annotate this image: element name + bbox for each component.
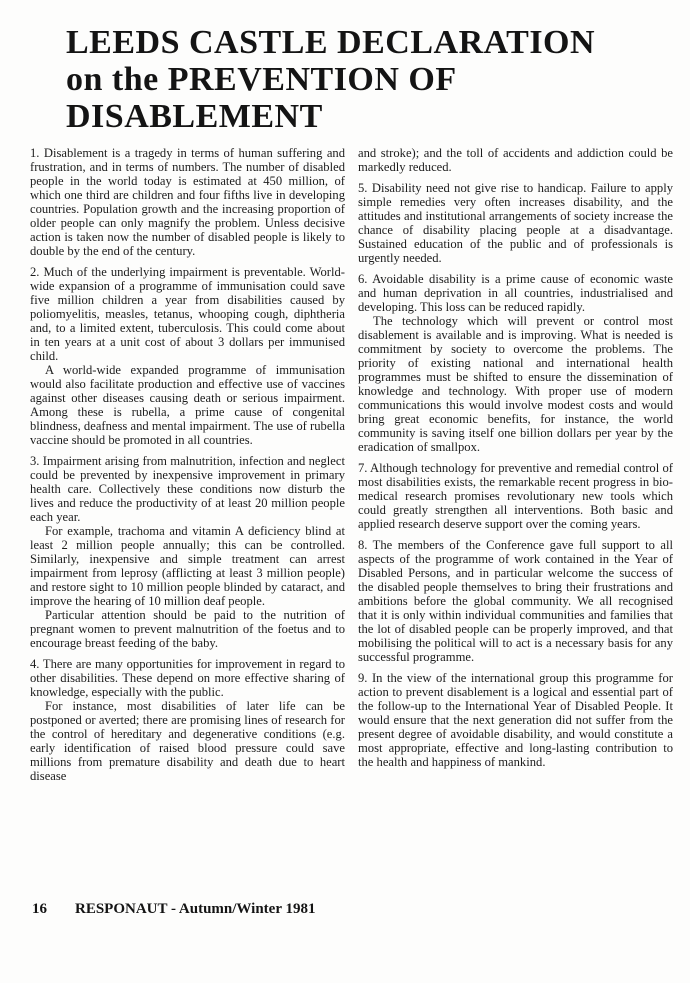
paragraph-2-continued: A world-wide expanded programme of immunisation would also facilitate production and effective use of vaccines against other diseases causing death or serious impairment. Among these is rubella, a prime cause of congenital blindness, deafness and mental impairment. The use of rubella vaccine should be promoted in all countries.: [30, 363, 345, 447]
paragraph-3: 3. Impairment arising from malnutrition, infection and neglect could be prevented by inexpensive improvement in primary health care. Collectively these conditions now disturb the lives and reduce the productivity of at least 20 million people each year.: [30, 454, 345, 524]
paragraph-7: 7. Although technology for preventive and remedial control of most disabilities exists, the remarkable recent progress in bio-medical research promises revolutionary new tools which could greatly strengthen all interventions. Both basic and applied research deserve support over the coming years.: [358, 461, 673, 531]
paragraph-8: 8. The members of the Conference gave full support to all aspects of the programme of work contained in the Year of Disabled Persons, and in particular welcome the success of the disabled people themselves to bring their frustrations and ambitions before the global community. We all recognised that it is only within individual communities and families that the lot of disabled people can be properly improved, and that mobilising the political will to act is a necessary basis for any successful programme.: [358, 538, 673, 664]
paragraph-4-runover: and stroke); and the toll of accidents and addiction could be markedly reduced.: [358, 146, 673, 174]
title-line-3: DISABLEMENT: [66, 98, 323, 135]
left-column: [30, 146, 345, 783]
page-footer: [32, 901, 315, 918]
paragraph-4: 4. There are many opportunities for improvement in regard to other disabilities. These depend on more effective sharing of knowledge, especially with the public.: [30, 657, 345, 699]
paragraph-6: 6. Avoidable disability is a prime cause of economic waste and human deprivation in all countries, industrialised and developing. This loss can be reduced rapidly.: [358, 272, 673, 314]
paragraph-3-continued-a: For example, trachoma and vitamin A deficiency blind at least 2 million people annually; this can be controlled. Similarly, inexpensive and simple treatment can arrest impairment from leprosy (afflicting at least 3 million people) and restore sight to 10 million people blinded by cataract, and improve the hearing of 10 million deaf people.: [30, 524, 345, 608]
paragraph-3-continued-b: Particular attention should be paid to the nutrition of pregnant women to prevent malnutrition of the foetus and to encourage breast feeding of the baby.: [30, 608, 345, 650]
paragraph-9: 9. In the view of the international group this programme for action to prevent disablement is a logical and essential part of the follow-up to the International Year of Disabled People. It would ensure that the next generation did not suffer from the present degree of avoidable disability, and would constitute a most appropriate, effective and long-lasting contribution to the health and happiness of mankind.: [358, 671, 673, 769]
title-line-2: on the PREVENTION OF: [66, 61, 457, 98]
paragraph-4-continued: For instance, most disabilities of later life can be postponed or averted; there are promising lines of research for the control of hereditary and degenerative conditions (e.g. early identification of raised blood pressure could save millions from premature disability and death due to heart disease: [30, 699, 345, 783]
article-title: [66, 24, 595, 135]
paragraph-5: 5. Disability need not give rise to handicap. Failure to apply simple remedies very often increases disability, and the attitudes and institutional arrangements of society increase the chance of disability placing people at a disadvantage. Sustained education of the public and of professionals is urgently needed.: [358, 181, 673, 265]
paragraph-6-continued: The technology which will prevent or control most disablement is available and is improving. What is needed is commitment by society to overcome the problems. The priority of existing national and international health programmes must be shifted to ensure the dissemination of knowledge and technology. With proper use of modern communications this would involve modest costs and would bring great economic benefits, for instance, the world community is saving itself one billion dollars per year by the eradication of smallpox.: [358, 314, 673, 454]
paragraph-1: 1. Disablement is a tragedy in terms of human suffering and frustration, and in terms of numbers. The number of disabled people in the world today is estimated at 450 million, of which one third are children and four fifths live in developing countries. Population growth and the increasing proportion of older people can only magnify the problem. Unless decisive action is taken now the number of disabled people is likely to double by the end of the century.: [30, 146, 345, 258]
right-column: [358, 146, 673, 783]
page-number: 16: [32, 901, 47, 917]
two-column-body: [30, 146, 673, 783]
paragraph-2: 2. Much of the underlying impairment is preventable. World-wide expansion of a programme of immunisation could save five million children a year from disabilities caused by poliomyelitis, measles, tetanus, whooping cough, diphtheria and, to a limited extent, tuberculosis. This could come about in ten years at a unit cost of about 3 dollars per immunised child.: [30, 265, 345, 363]
title-line-1: LEEDS CASTLE DECLARATION: [66, 24, 596, 61]
journal-title: RESPONAUT - Autumn/Winter 1981: [75, 901, 316, 917]
